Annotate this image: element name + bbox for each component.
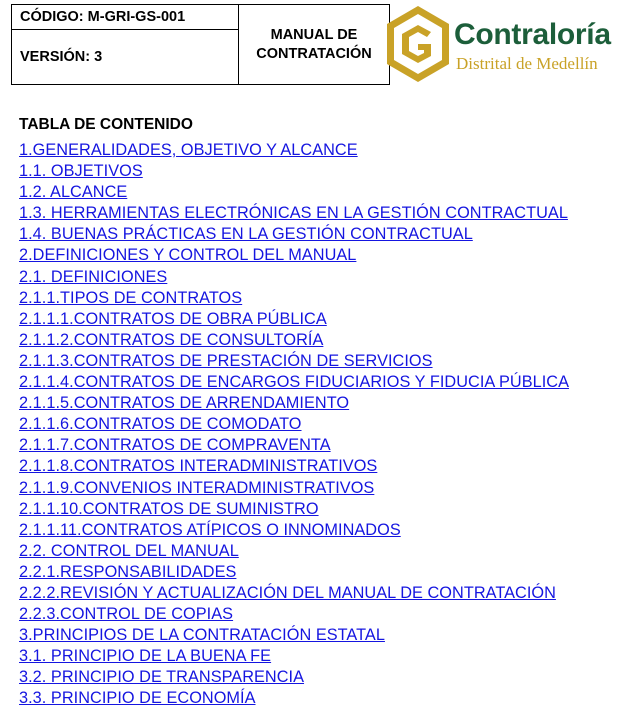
toc-entry — [19, 562, 569, 583]
document-version: VERSIÓN: 3 — [12, 30, 239, 85]
toc-entry — [19, 520, 569, 541]
toc-entry — [19, 625, 569, 646]
toc-link[interactable]: 2.2.1.RESPONSABILIDADES — [19, 562, 237, 581]
toc-entry — [19, 267, 569, 288]
logo-subtitle: Distrital de Medellín — [456, 54, 598, 73]
toc-entry — [19, 309, 569, 330]
toc-entry — [19, 667, 569, 688]
toc-link[interactable]: 2.2.2.REVISIÓN Y ACTUALIZACIÓN DEL MANUAL DE CONTRATACIÓN — [19, 583, 556, 602]
toc-list — [19, 140, 569, 710]
document-title-line2: CONTRATACIÓN — [256, 45, 372, 62]
toc-link[interactable]: 3.2. PRINCIPIO DE TRANSPARENCIA — [19, 668, 305, 687]
toc-entry — [19, 330, 569, 351]
toc-entry — [19, 583, 569, 604]
toc-entry — [19, 393, 569, 414]
toc-entry — [19, 224, 569, 245]
contraloria-logo — [385, 4, 639, 84]
toc-entry — [19, 456, 569, 477]
logo-name: Contraloría — [454, 18, 611, 51]
toc-entry — [19, 161, 569, 182]
toc-entry — [19, 688, 569, 709]
toc-entry — [19, 372, 569, 393]
toc-link[interactable]: 2.2.3.CONTROL DE COPIAS — [19, 605, 234, 624]
toc-entry — [19, 499, 569, 520]
document-title — [239, 5, 390, 85]
logo-emblem-icon — [385, 4, 451, 84]
toc-link[interactable]: 2.1.1.3.CONTRATOS DE PRESTACIÓN DE SERVICIOS — [19, 351, 433, 370]
toc-entry — [19, 182, 569, 203]
toc-link[interactable]: 2.1.1.1.CONTRATOS DE OBRA PÚBLICA — [19, 309, 327, 328]
toc-link[interactable]: 2.1.1.TIPOS DE CONTRATOS — [19, 288, 243, 307]
toc-link[interactable]: 2.1.1.6.CONTRATOS DE COMODATO — [19, 415, 302, 434]
toc-link[interactable]: 2.1.1.2.CONTRATOS DE CONSULTORÍA — [19, 330, 324, 349]
toc-link[interactable]: 2.1.1.11.CONTRATOS ATÍPICOS O INNOMINADOS — [19, 520, 401, 539]
toc-entry — [19, 203, 569, 224]
toc-entry — [19, 140, 569, 161]
toc-link[interactable]: 1.2. ALCANCE — [19, 183, 128, 202]
toc-entry — [19, 351, 569, 372]
toc-entry — [19, 478, 569, 499]
toc-link[interactable]: 1.4. BUENAS PRÁCTICAS EN LA GESTIÓN CONTRACTUAL — [19, 225, 473, 244]
toc-link[interactable]: 1.1. OBJETIVOS — [19, 162, 143, 181]
toc-link[interactable]: 2.1.1.7.CONTRATOS DE COMPRAVENTA — [19, 436, 331, 455]
toc-link[interactable]: 2.1.1.10.CONTRATOS DE SUMINISTRO — [19, 499, 319, 518]
document-title-line1: MANUAL DE — [270, 26, 358, 43]
toc-title: TABLA DE CONTENIDO — [19, 116, 193, 133]
toc-link[interactable]: 3.PRINCIPIOS DE LA CONTRATACIÓN ESTATAL — [19, 626, 385, 645]
document-header — [11, 4, 390, 85]
document-code: CÓDIGO: M-GRI-GS-001 — [12, 5, 239, 30]
toc-link[interactable]: 2.1. DEFINICIONES — [19, 267, 168, 286]
toc-link[interactable]: 3.1. PRINCIPIO DE LA BUENA FE — [19, 647, 272, 666]
toc-link[interactable]: 2.1.1.8.CONTRATOS INTERADMINISTRATIVOS — [19, 457, 378, 476]
toc-link[interactable]: 1.GENERALIDADES, OBJETIVO Y ALCANCE — [19, 141, 358, 159]
toc-entry — [19, 414, 569, 435]
toc-link[interactable]: 1.3. HERRAMIENTAS ELECTRÓNICAS EN LA GESTIÓN CONTRACTUAL — [19, 204, 568, 223]
toc-entry — [19, 245, 569, 266]
toc-link[interactable]: 2.2. CONTROL DEL MANUAL — [19, 541, 239, 560]
toc-link[interactable]: 2.1.1.5.CONTRATOS DE ARRENDAMIENTO — [19, 394, 350, 413]
toc-entry — [19, 646, 569, 667]
toc-entry — [19, 435, 569, 456]
toc-link[interactable]: 2.1.1.9.CONVENIOS INTERADMINISTRATIVOS — [19, 478, 375, 497]
toc-entry — [19, 541, 569, 562]
toc-link[interactable]: 2.1.1.4.CONTRATOS DE ENCARGOS FIDUCIARIOS Y FIDUCIA PÚBLICA — [19, 373, 570, 392]
toc-entry — [19, 288, 569, 309]
toc-entry — [19, 604, 569, 625]
toc-link[interactable]: 2.DEFINICIONES Y CONTROL DEL MANUAL — [19, 246, 357, 265]
toc-link[interactable]: 3.3. PRINCIPIO DE ECONOMÍA — [19, 689, 256, 708]
